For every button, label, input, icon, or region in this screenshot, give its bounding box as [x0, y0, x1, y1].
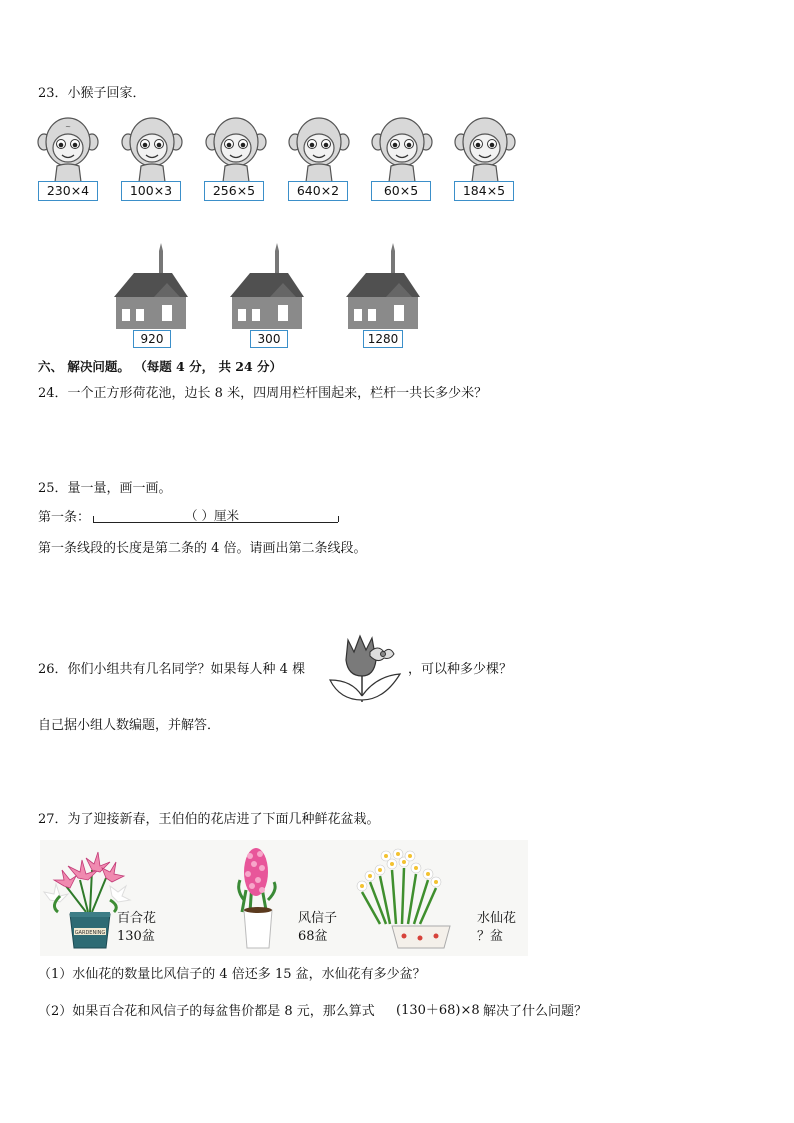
q26-text-after: ，可以种多少棵？ — [408, 662, 513, 677]
section-heading: 六、 解决问题。 （每题 4 分， 共 24 分） — [38, 359, 283, 374]
flower-count: 68盆 — [298, 929, 328, 944]
flower-name: 百合花 — [117, 911, 157, 926]
q26-follow: 自己据小组人数编题，并解答． — [38, 718, 221, 733]
house-number: 920 — [133, 330, 171, 348]
q27-title: 27．为了迎接新春，王伯伯的花店进了下面几种鲜花盆栽。 — [38, 812, 380, 827]
q26-text-before: 26．你们小组共有几名同学？如果每人种 4 棵 — [38, 662, 306, 677]
q25-instruction: 第一条线段的长度是第二条的 4 倍。请画出第二条线段。 — [38, 541, 367, 556]
monkey-expression: 60×5 — [371, 181, 431, 201]
monkey-expression: 100×3 — [121, 181, 181, 201]
svg-text:GARDENING: GARDENING — [74, 930, 106, 936]
monkey-expression: 230×4 — [38, 181, 98, 201]
flower-count: ？盆 — [477, 929, 504, 944]
length-blank[interactable]: （ ）厘米 — [185, 508, 239, 523]
svg-text:~: ~ — [65, 123, 71, 131]
segment-tick — [338, 516, 339, 522]
q23-title: 23．小猴子回家． — [38, 86, 146, 101]
q27-sub2-before: （2）如果百合花和风信子的每盆售价都是 8 元，那么算式 — [38, 1004, 375, 1019]
flower-pots-image — [40, 840, 528, 956]
tulip-flower-icon — [326, 630, 404, 706]
house-number: 300 — [250, 330, 288, 348]
q24-text: 24．一个正方形荷花池，边长 8 米，四周用栏杆围起来，栏杆一共长多少米？ — [38, 386, 488, 401]
q27-sub1: （1）水仙花的数量比风信子的 4 倍还多 15 盆，水仙花有多少盆？ — [38, 967, 426, 982]
q25-line-label: 第一条： — [38, 510, 91, 525]
house-icon — [346, 241, 422, 341]
flower-name: 风信子 — [298, 911, 338, 926]
segment-tick — [93, 516, 94, 522]
q27-sub2-formula: (130＋68)×8 — [396, 1003, 480, 1018]
house-icon — [230, 241, 306, 341]
monkey-expression: 184×5 — [454, 181, 514, 201]
q25-title: 25．量一量，画一画。 — [38, 481, 172, 496]
q27-sub2-after: 解决了什么问题？ — [483, 1004, 588, 1019]
flower-count: 130盆 — [117, 929, 155, 944]
house-icon — [114, 241, 190, 341]
monkey-expression: 640×2 — [288, 181, 348, 201]
monkey-expression: 256×5 — [204, 181, 264, 201]
flower-name: 水仙花 — [477, 911, 517, 926]
house-number: 1280 — [363, 330, 403, 348]
